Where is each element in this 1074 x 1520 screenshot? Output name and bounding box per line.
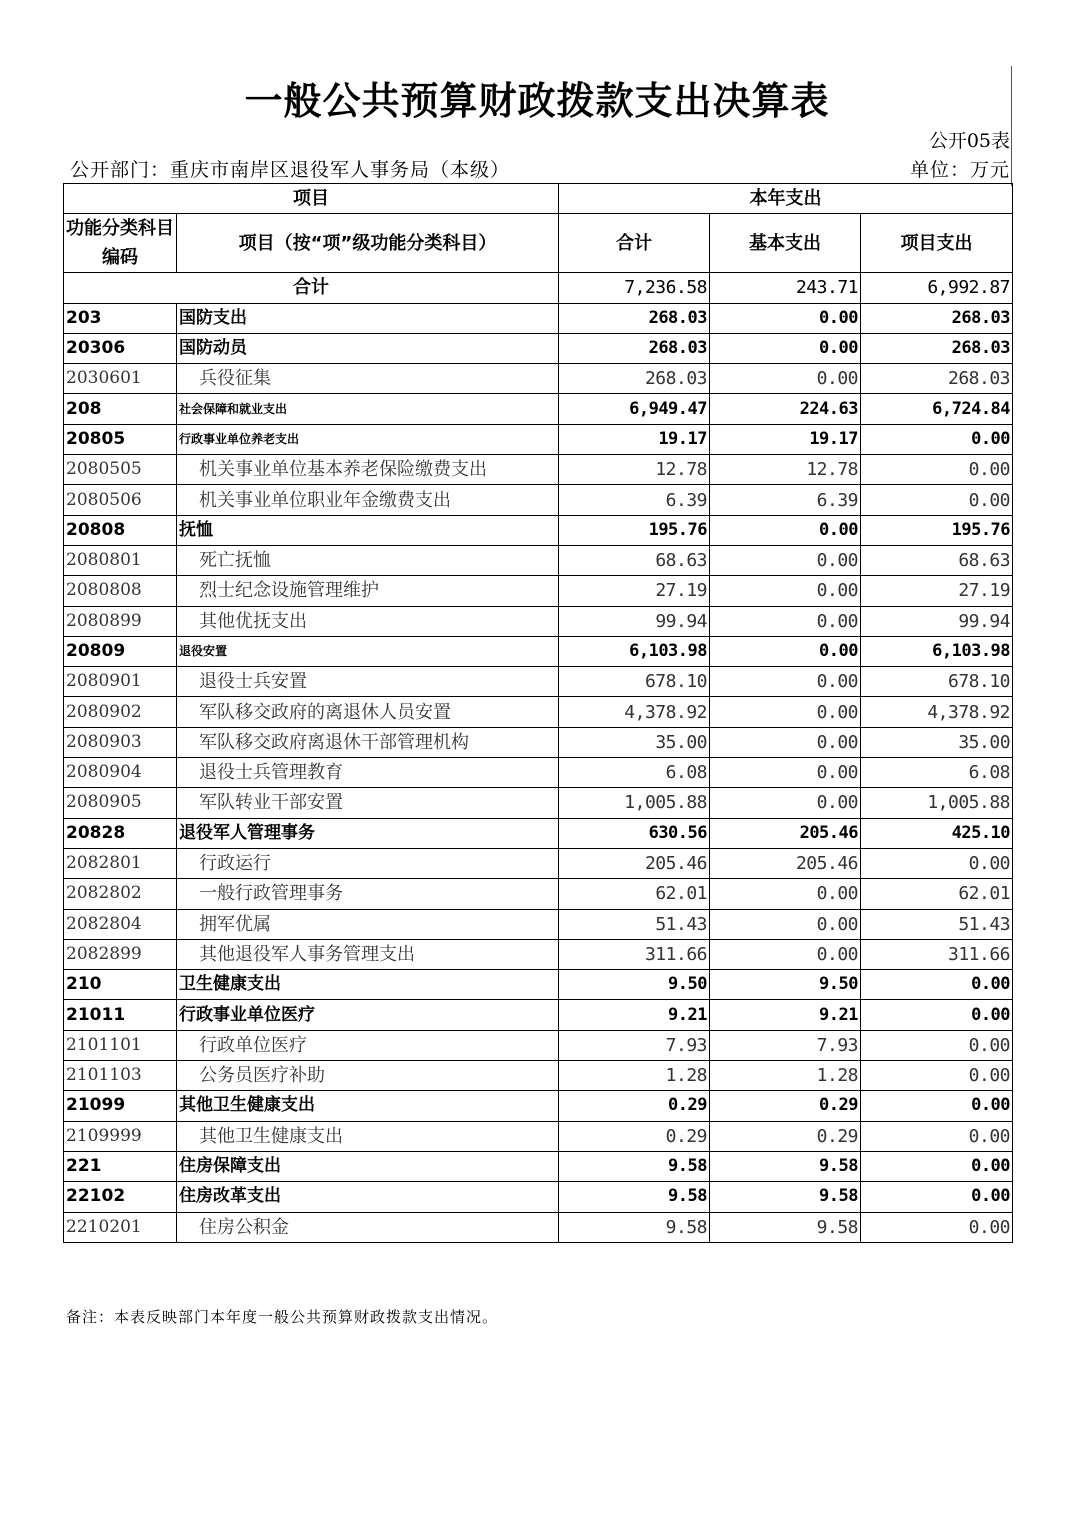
row-code: 2101103 <box>64 1061 177 1091</box>
row-basic: 0.00 <box>710 697 861 727</box>
row-project: 27.19 <box>861 576 1013 606</box>
row-name: 退役军人管理事务 <box>177 818 559 848</box>
table-row <box>64 455 1013 485</box>
row-name: 行政事业单位养老支出 <box>177 424 559 454</box>
row-total: 0.29 <box>559 1091 710 1121</box>
row-name: 军队转业干部安置 <box>177 788 559 818</box>
row-basic: 9.58 <box>710 1212 861 1242</box>
row-name: 死亡抚恤 <box>177 545 559 575</box>
row-name: 行政事业单位医疗 <box>177 1000 559 1030</box>
summary-label: 合计 <box>64 273 559 303</box>
row-total: 6.39 <box>559 485 710 515</box>
row-project: 0.00 <box>861 970 1013 1000</box>
header-name: 项目（按“项”级功能分类科目） <box>177 214 559 273</box>
row-project: 0.00 <box>861 1000 1013 1030</box>
table-row <box>64 939 1013 969</box>
row-code: 203 <box>64 303 177 333</box>
row-code: 221 <box>64 1151 177 1181</box>
row-code: 22102 <box>64 1182 177 1212</box>
row-project: 35.00 <box>861 727 1013 757</box>
table-row <box>64 303 1013 333</box>
row-name: 机关事业单位基本养老保险缴费支出 <box>177 455 559 485</box>
row-basic: 0.00 <box>710 333 861 363</box>
table-row <box>64 424 1013 454</box>
unit-label: 单位：万元 <box>909 159 1010 181</box>
header-project: 项目 <box>64 184 559 214</box>
row-code: 2109999 <box>64 1121 177 1151</box>
table-row <box>64 758 1013 788</box>
row-total: 311.66 <box>559 939 710 969</box>
row-project: 0.00 <box>861 424 1013 454</box>
row-name: 抚恤 <box>177 515 559 545</box>
row-name: 其他优抚支出 <box>177 606 559 636</box>
summary-basic: 243.71 <box>710 273 861 303</box>
row-project: 425.10 <box>861 818 1013 848</box>
table-row <box>64 1030 1013 1060</box>
form-number: 公开05表 <box>928 130 1010 152</box>
row-basic: 0.00 <box>710 879 861 909</box>
table-row <box>64 485 1013 515</box>
row-name: 退役士兵管理教育 <box>177 758 559 788</box>
table-row <box>64 727 1013 757</box>
row-basic: 0.00 <box>710 606 861 636</box>
header-total: 合计 <box>559 214 710 273</box>
row-basic: 224.63 <box>710 394 861 424</box>
row-name: 其他卫生健康支出 <box>177 1091 559 1121</box>
row-code: 2080506 <box>64 485 177 515</box>
row-total: 195.76 <box>559 515 710 545</box>
row-project: 51.43 <box>861 909 1013 939</box>
row-project: 0.00 <box>861 1212 1013 1242</box>
table-row <box>64 1121 1013 1151</box>
row-basic: 0.00 <box>710 758 861 788</box>
row-project: 0.00 <box>861 1030 1013 1060</box>
row-basic: 0.00 <box>710 939 861 969</box>
row-code: 2080801 <box>64 545 177 575</box>
table-row <box>64 1151 1013 1181</box>
row-name: 国防动员 <box>177 333 559 363</box>
table-row <box>64 1000 1013 1030</box>
row-total: 62.01 <box>559 879 710 909</box>
row-code: 2080901 <box>64 667 177 697</box>
row-project: 268.03 <box>861 333 1013 363</box>
row-project: 6,103.98 <box>861 636 1013 666</box>
row-code: 20808 <box>64 515 177 545</box>
header-code: 功能分类科目编码 <box>64 214 177 273</box>
row-basic: 6.39 <box>710 485 861 515</box>
row-basic: 0.00 <box>710 727 861 757</box>
row-code: 20306 <box>64 333 177 363</box>
row-code: 2082802 <box>64 879 177 909</box>
row-code: 2080899 <box>64 606 177 636</box>
row-project: 0.00 <box>861 1061 1013 1091</box>
table-row <box>64 515 1013 545</box>
row-basic: 0.00 <box>710 576 861 606</box>
table-row <box>64 788 1013 818</box>
row-project: 0.00 <box>861 485 1013 515</box>
table-row <box>64 970 1013 1000</box>
row-basic: 0.00 <box>710 667 861 697</box>
row-total: 0.29 <box>559 1121 710 1151</box>
row-total: 268.03 <box>559 364 710 394</box>
table-row <box>64 818 1013 848</box>
row-project: 68.63 <box>861 545 1013 575</box>
row-code: 21099 <box>64 1091 177 1121</box>
row-project: 0.00 <box>861 1091 1013 1121</box>
table-row <box>64 545 1013 575</box>
row-name: 烈士纪念设施管理维护 <box>177 576 559 606</box>
row-code: 2082804 <box>64 909 177 939</box>
row-total: 630.56 <box>559 818 710 848</box>
row-project: 268.03 <box>861 303 1013 333</box>
row-name: 退役士兵安置 <box>177 667 559 697</box>
row-basic: 1.28 <box>710 1061 861 1091</box>
row-basic: 0.00 <box>710 515 861 545</box>
row-total: 268.03 <box>559 333 710 363</box>
row-total: 9.58 <box>559 1182 710 1212</box>
row-code: 2080904 <box>64 758 177 788</box>
table-row <box>64 364 1013 394</box>
row-name: 一般行政管理事务 <box>177 879 559 909</box>
row-project: 6,724.84 <box>861 394 1013 424</box>
row-code: 2080905 <box>64 788 177 818</box>
summary-row <box>64 273 1013 303</box>
header-project-exp: 项目支出 <box>861 214 1013 273</box>
table-row <box>64 1091 1013 1121</box>
row-basic: 0.00 <box>710 788 861 818</box>
row-basic: 0.00 <box>710 909 861 939</box>
row-name: 住房改革支出 <box>177 1182 559 1212</box>
row-project: 0.00 <box>861 1182 1013 1212</box>
row-project: 99.94 <box>861 606 1013 636</box>
row-total: 6,949.47 <box>559 394 710 424</box>
row-total: 9.50 <box>559 970 710 1000</box>
row-total: 7.93 <box>559 1030 710 1060</box>
row-basic: 9.50 <box>710 970 861 1000</box>
page-title: 一般公共预算财政拨款支出决算表 <box>244 79 830 123</box>
row-code: 20828 <box>64 818 177 848</box>
row-total: 678.10 <box>559 667 710 697</box>
row-basic: 0.00 <box>710 303 861 333</box>
table-row <box>64 636 1013 666</box>
row-name: 军队移交政府离退休干部管理机构 <box>177 727 559 757</box>
row-code: 2080808 <box>64 576 177 606</box>
row-total: 9.58 <box>559 1151 710 1181</box>
row-project: 678.10 <box>861 667 1013 697</box>
footnote: 备注：本表反映部门本年度一般公共预算财政拨款支出情况。 <box>66 1308 499 1326</box>
row-basic: 0.00 <box>710 636 861 666</box>
row-total: 268.03 <box>559 303 710 333</box>
row-code: 2080902 <box>64 697 177 727</box>
row-name: 社会保障和就业支出 <box>177 394 559 424</box>
row-basic: 0.00 <box>710 545 861 575</box>
row-total: 27.19 <box>559 576 710 606</box>
table-row <box>64 697 1013 727</box>
expenditure-table <box>63 183 1013 1243</box>
row-basic: 12.78 <box>710 455 861 485</box>
header-row-2 <box>64 214 1013 273</box>
row-name: 兵役征集 <box>177 364 559 394</box>
row-project: 0.00 <box>861 455 1013 485</box>
row-code: 210 <box>64 970 177 1000</box>
row-basic: 0.29 <box>710 1121 861 1151</box>
row-code: 20809 <box>64 636 177 666</box>
row-code: 2030601 <box>64 364 177 394</box>
row-basic: 9.58 <box>710 1151 861 1181</box>
table-row <box>64 1061 1013 1091</box>
row-project: 0.00 <box>861 1121 1013 1151</box>
row-project: 195.76 <box>861 515 1013 545</box>
row-total: 205.46 <box>559 848 710 878</box>
row-total: 51.43 <box>559 909 710 939</box>
row-name: 公务员医疗补助 <box>177 1061 559 1091</box>
row-project: 4,378.92 <box>861 697 1013 727</box>
table-row <box>64 576 1013 606</box>
row-project: 311.66 <box>861 939 1013 969</box>
row-name: 行政运行 <box>177 848 559 878</box>
row-total: 9.58 <box>559 1212 710 1242</box>
row-name: 其他退役军人事务管理支出 <box>177 939 559 969</box>
table-row <box>64 333 1013 363</box>
table-row <box>64 848 1013 878</box>
row-name: 行政单位医疗 <box>177 1030 559 1060</box>
row-basic: 7.93 <box>710 1030 861 1060</box>
table-row <box>64 606 1013 636</box>
row-name: 国防支出 <box>177 303 559 333</box>
table-row <box>64 1182 1013 1212</box>
row-total: 9.21 <box>559 1000 710 1030</box>
row-name: 拥军优属 <box>177 909 559 939</box>
table-row <box>64 1212 1013 1242</box>
table-row <box>64 879 1013 909</box>
row-name: 住房公积金 <box>177 1212 559 1242</box>
row-basic: 0.00 <box>710 364 861 394</box>
row-code: 2210201 <box>64 1212 177 1242</box>
row-project: 62.01 <box>861 879 1013 909</box>
row-name: 卫生健康支出 <box>177 970 559 1000</box>
department-label: 公开部门：重庆市南岸区退役军人事务局（本级） <box>70 159 511 181</box>
table-row <box>64 909 1013 939</box>
summary-total: 7,236.58 <box>559 273 710 303</box>
row-total: 6.08 <box>559 758 710 788</box>
row-total: 99.94 <box>559 606 710 636</box>
header-row-1 <box>64 184 1013 214</box>
header-basic: 基本支出 <box>710 214 861 273</box>
row-name: 机关事业单位职业年金缴费支出 <box>177 485 559 515</box>
row-name: 军队移交政府的离退休人员安置 <box>177 697 559 727</box>
row-code: 2080903 <box>64 727 177 757</box>
row-code: 20805 <box>64 424 177 454</box>
row-project: 0.00 <box>861 848 1013 878</box>
row-code: 2082899 <box>64 939 177 969</box>
row-project: 1,005.88 <box>861 788 1013 818</box>
row-basic: 205.46 <box>710 848 861 878</box>
row-basic: 9.21 <box>710 1000 861 1030</box>
row-total: 1,005.88 <box>559 788 710 818</box>
row-total: 19.17 <box>559 424 710 454</box>
summary-project: 6,992.87 <box>861 273 1013 303</box>
row-basic: 9.58 <box>710 1182 861 1212</box>
row-code: 2080505 <box>64 455 177 485</box>
row-total: 12.78 <box>559 455 710 485</box>
header-current-year: 本年支出 <box>559 184 1013 214</box>
row-code: 21011 <box>64 1000 177 1030</box>
row-code: 2101101 <box>64 1030 177 1060</box>
row-project: 0.00 <box>861 1151 1013 1181</box>
row-project: 268.03 <box>861 364 1013 394</box>
row-basic: 205.46 <box>710 818 861 848</box>
row-basic: 19.17 <box>710 424 861 454</box>
table-row <box>64 394 1013 424</box>
row-total: 68.63 <box>559 545 710 575</box>
row-basic: 0.29 <box>710 1091 861 1121</box>
row-total: 6,103.98 <box>559 636 710 666</box>
row-total: 35.00 <box>559 727 710 757</box>
table-row <box>64 667 1013 697</box>
row-name: 其他卫生健康支出 <box>177 1121 559 1151</box>
row-name: 住房保障支出 <box>177 1151 559 1181</box>
row-name: 退役安置 <box>177 636 559 666</box>
row-total: 4,378.92 <box>559 697 710 727</box>
row-total: 1.28 <box>559 1061 710 1091</box>
row-code: 208 <box>64 394 177 424</box>
row-code: 2082801 <box>64 848 177 878</box>
row-project: 6.08 <box>861 758 1013 788</box>
